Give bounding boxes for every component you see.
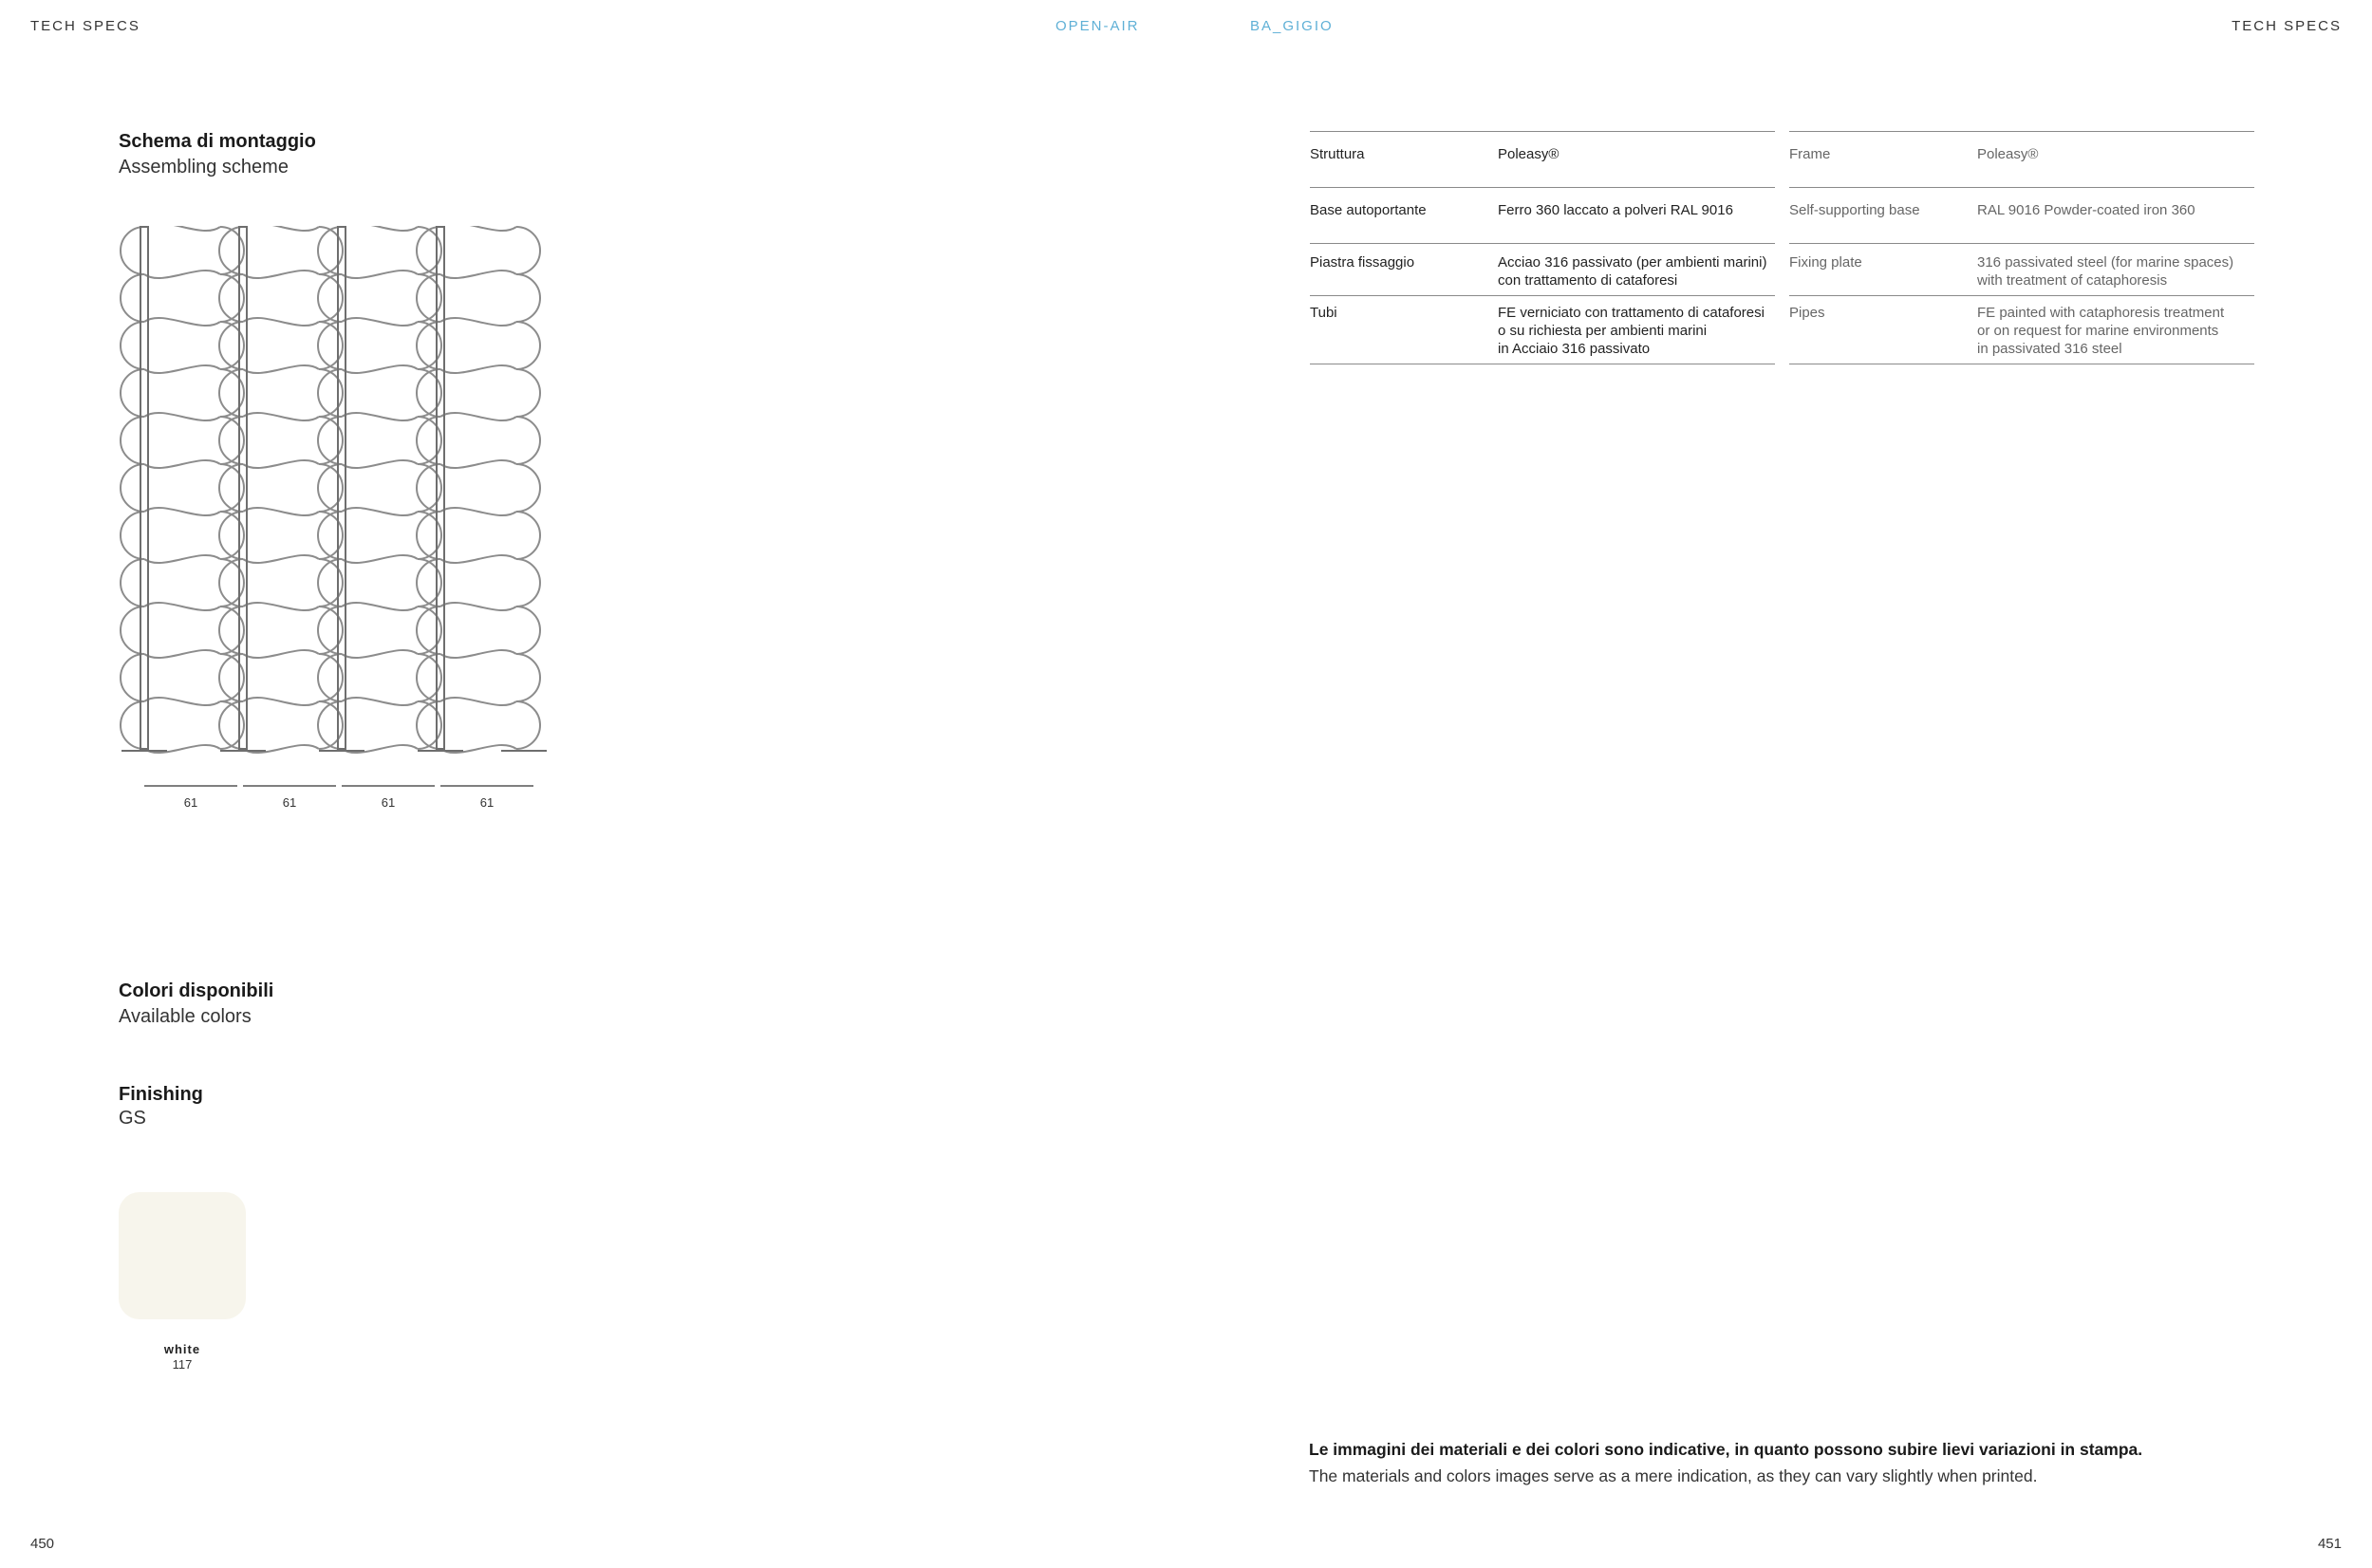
panel-lobe <box>516 464 540 512</box>
spec-label: Frame <box>1789 146 1831 162</box>
panel-lobe <box>220 417 244 464</box>
panel-wave <box>342 365 418 373</box>
panel-wave <box>243 698 319 705</box>
panel-lobe <box>220 512 244 559</box>
table-row <box>1310 296 1775 364</box>
panel-wave <box>342 698 418 705</box>
panel-wave <box>243 413 319 420</box>
colors-title-it: Colori disponibili <box>119 980 274 1001</box>
panel-lobe <box>319 559 343 607</box>
panel-wave <box>243 271 319 278</box>
panel-lobe <box>516 607 540 654</box>
panel-wave <box>144 413 220 420</box>
panel-wave <box>440 226 516 231</box>
spec-value <box>1498 244 1775 296</box>
swatch-name: white <box>163 1342 201 1356</box>
panel-lobe <box>220 464 244 512</box>
spec-label: Piastra fissaggio <box>1310 254 1415 271</box>
dimension-label: 61 <box>479 795 495 810</box>
panel-wave <box>440 365 516 373</box>
spec-label: Self-supporting base <box>1789 202 1920 218</box>
spec-label: Pipes <box>1789 305 1825 321</box>
panel-lobe <box>418 559 441 607</box>
panel-wave <box>440 650 516 658</box>
panel-wave <box>440 555 516 563</box>
panel-lobe <box>319 464 343 512</box>
panel-lobe <box>319 417 343 464</box>
table-row <box>1789 244 2254 296</box>
panel-lobe <box>319 701 343 749</box>
panel-wave <box>243 508 319 515</box>
panel-wave <box>342 650 418 658</box>
disclaimer-en: The materials and colors images serve as a mere indication, as they can vary slightly when printed. <box>1309 1466 2038 1485</box>
panel-lobe <box>418 369 441 417</box>
spec-value-line: o su richiesta per ambienti marini <box>1498 323 1708 339</box>
header-left-label: TECH SPECS <box>30 18 140 34</box>
panel-lobe <box>516 274 540 322</box>
panel-wave <box>144 365 220 373</box>
spec-value-line: 316 passivated steel (for marine spaces) <box>1977 254 2234 271</box>
panel-wave <box>144 271 220 278</box>
panel-wave <box>144 226 220 231</box>
spec-value-line: con trattamento di cataforesi <box>1498 272 1678 289</box>
assembling-title-en: Assembling scheme <box>119 157 289 177</box>
panel-lobe <box>418 322 441 369</box>
panel-lobe <box>516 512 540 559</box>
spec-label: Base autoportante <box>1310 202 1427 218</box>
panel-lobe <box>319 274 343 322</box>
panel-wave <box>243 603 319 610</box>
panel-lobe <box>319 607 343 654</box>
panel-wave <box>440 698 516 705</box>
panel-lobe <box>319 227 343 274</box>
swatch-code: 117 <box>172 1357 193 1372</box>
spec-value: Poleasy® <box>1977 146 2039 162</box>
spec-value <box>1977 244 2254 296</box>
spec-value: Ferro 360 laccato a polveri RAL 9016 <box>1498 202 1733 218</box>
panel-lobe <box>516 322 540 369</box>
panel-lobe <box>516 559 540 607</box>
spec-label: Fixing plate <box>1789 254 1862 271</box>
panel-wave <box>144 698 220 705</box>
page-number-right: 451 <box>2317 1536 2342 1552</box>
panel-lobe <box>418 654 441 701</box>
panel-lobe <box>516 227 540 274</box>
table-row <box>1789 296 2254 364</box>
panel-lobe <box>220 701 244 749</box>
panel-wave <box>243 318 319 326</box>
finishing-block <box>119 1084 203 1129</box>
panel-lobe <box>220 654 244 701</box>
spec-value <box>1977 296 2254 364</box>
panel-lobe <box>319 322 343 369</box>
panel-lobe <box>516 701 540 749</box>
panel-lobe <box>319 654 343 701</box>
panel-wave <box>440 460 516 468</box>
header-collection[interactable]: OPEN-AIR <box>1055 18 1140 34</box>
spec-value-line: FE verniciato con trattamento di cataforesi <box>1498 305 1765 321</box>
spec-label: Struttura <box>1310 146 1365 162</box>
panel-lobe <box>418 512 441 559</box>
spec-value-line: in Acciaio 316 passivato <box>1498 341 1651 357</box>
panel-wave <box>243 555 319 563</box>
panel-lobe <box>418 274 441 322</box>
panel-lobe <box>418 701 441 749</box>
panel-lobe <box>418 417 441 464</box>
spec-value-line: FE painted with cataphoresis treatment <box>1977 305 2225 321</box>
panel-lobe <box>418 464 441 512</box>
panel-wave <box>440 413 516 420</box>
panel-lobe <box>220 322 244 369</box>
spec-value-line: in passivated 316 steel <box>1977 341 2122 357</box>
header-right-label: TECH SPECS <box>2232 18 2342 34</box>
page-number-left: 450 <box>30 1536 55 1552</box>
spec-value-line: Acciao 316 passivato (per ambienti marini) <box>1498 254 1767 271</box>
panel-wave <box>144 460 220 468</box>
table-row <box>1310 244 1775 296</box>
panel-lobe <box>418 607 441 654</box>
pole <box>140 227 148 749</box>
disclaimer-it: Le immagini dei materiali e dei colori sono indicative, in quanto possono subire lievi variazioni in stampa. <box>1309 1440 2143 1459</box>
panel-wave <box>243 460 319 468</box>
dimension-label: 61 <box>183 795 198 810</box>
dimension-label: 61 <box>282 795 297 810</box>
spec-table-english <box>1789 131 2254 364</box>
panel-lobe <box>418 227 441 274</box>
table-row <box>1789 132 2254 188</box>
spec-value: Poleasy® <box>1498 146 1560 162</box>
panel-lobe <box>516 369 540 417</box>
panel-wave <box>243 650 319 658</box>
header-product[interactable]: BA_GIGIO <box>1250 18 1334 34</box>
panel-lobe <box>220 227 244 274</box>
panel-lobe <box>319 512 343 559</box>
panel-wave <box>440 271 516 278</box>
panel-wave <box>342 555 418 563</box>
panel-lobe <box>516 654 540 701</box>
colors-title-en: Available colors <box>119 1006 252 1027</box>
spec-table-italian <box>1310 131 1775 364</box>
panel-wave <box>243 226 319 231</box>
panel-wave <box>144 318 220 326</box>
spec-value: RAL 9016 Powder-coated iron 360 <box>1977 202 2195 218</box>
spec-value <box>1498 296 1775 364</box>
panel-wave <box>342 508 418 515</box>
assembling-scheme-drawing <box>112 226 558 814</box>
finishing-value: GS <box>119 1108 146 1129</box>
table-row <box>1789 188 2254 244</box>
panel-wave <box>342 271 418 278</box>
colors-heading <box>119 980 273 1028</box>
assembling-title-it: Schema di montaggio <box>119 131 316 152</box>
panel-lobe <box>220 559 244 607</box>
panel-wave <box>342 603 418 610</box>
panel-wave <box>342 318 418 326</box>
panel-lobe <box>220 607 244 654</box>
panel-lobe <box>220 274 244 322</box>
panel-wave <box>144 508 220 515</box>
panel-wave <box>144 603 220 610</box>
table-row <box>1310 132 1775 188</box>
spec-value-line: or on request for marine environments <box>1977 323 2219 339</box>
panel-lobe <box>220 369 244 417</box>
panel-lobe <box>319 369 343 417</box>
panel-wave <box>144 650 220 658</box>
panel-wave <box>440 318 516 326</box>
panel-wave <box>144 555 220 563</box>
disclaimer <box>1309 1440 2142 1486</box>
panel-wave <box>440 603 516 610</box>
finishing-label: Finishing <box>119 1084 203 1105</box>
table-row <box>1310 188 1775 244</box>
color-swatch-white[interactable] <box>119 1192 246 1319</box>
assembling-heading <box>119 131 316 178</box>
panel-wave <box>243 365 319 373</box>
spec-label: Tubi <box>1310 305 1337 321</box>
spec-value-line: with treatment of cataphoresis <box>1977 272 2168 289</box>
panel-wave <box>440 508 516 515</box>
panel-lobe <box>516 417 540 464</box>
panel-wave <box>342 226 418 231</box>
panel-wave <box>342 460 418 468</box>
panel-wave <box>342 413 418 420</box>
dimension-label: 61 <box>381 795 396 810</box>
